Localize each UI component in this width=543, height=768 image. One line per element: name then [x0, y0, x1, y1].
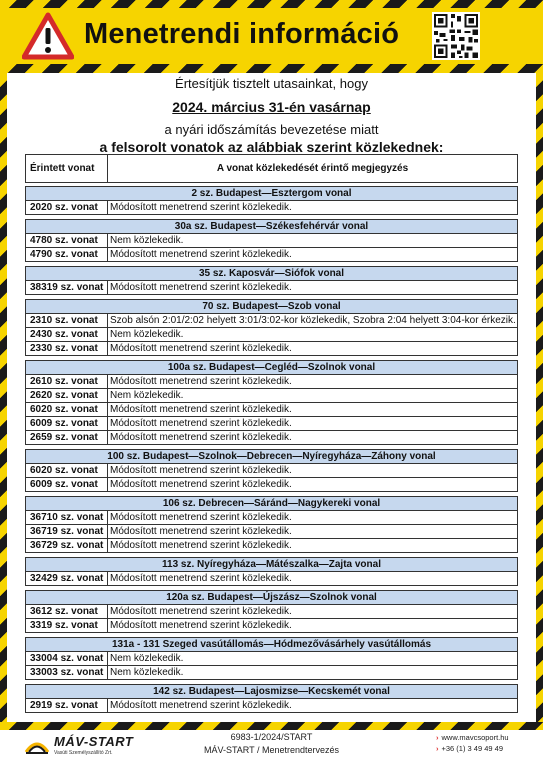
train-note: Nem közlekedik.	[110, 667, 184, 678]
line-section-title: 2 sz. Budapest—Esztergom vonal	[26, 187, 517, 201]
train-number: 32429 sz. vonat	[26, 572, 108, 585]
train-note: Módosított menetrend szerint közlekedik.	[110, 432, 292, 443]
phone-text: +36 (1) 3 49 49 49	[441, 744, 504, 753]
table-row	[26, 201, 517, 214]
line-section-title: 35 sz. Kaposvár—Siófok vonal	[26, 267, 517, 281]
line-section-title: 30a sz. Budapest—Székesfehérvár vonal	[26, 220, 517, 234]
line-section-title: 100 sz. Budapest—Szolnok—Debrecen—Nyíregyháza—Záhony vonal	[26, 450, 517, 464]
train-note: Módosított menetrend szerint közlekedik.	[110, 479, 292, 490]
train-note: Módosított menetrend szerint közlekedik.	[110, 343, 292, 354]
schedule-table	[25, 154, 518, 717]
website-text: www.mavcsoport.hu	[441, 733, 509, 742]
table-row	[26, 511, 517, 525]
table-row	[26, 417, 517, 431]
line-section-title: 142 sz. Budapest—Lajosmizse—Kecskemét vonal	[26, 685, 517, 699]
train-note: Nem közlekedik.	[110, 329, 184, 340]
table-row	[26, 699, 517, 712]
warning-triangle-icon	[22, 12, 74, 60]
table-row	[26, 234, 517, 248]
department: MÁV-START / Menetrendtervezés	[203, 745, 340, 755]
train-note: Módosított menetrend szerint közlekedik.	[110, 700, 292, 711]
line-section	[25, 557, 518, 586]
table-row	[26, 572, 517, 585]
train-number: 2330 sz. vonat	[26, 342, 108, 355]
train-note: Módosított menetrend szerint közlekedik.	[110, 620, 292, 631]
arrow-icon: ›	[436, 733, 439, 742]
table-row	[26, 248, 517, 261]
line-section	[25, 590, 518, 633]
train-number: 4790 sz. vonat	[26, 248, 108, 261]
document-id: 6983-1/2024/START	[230, 732, 313, 742]
table-sections	[25, 186, 518, 713]
table-row	[26, 666, 517, 679]
line-section-title: 120a sz. Budapest—Újszász—Szolnok vonal	[26, 591, 517, 605]
train-note: Módosított menetrend szerint közlekedik.	[110, 573, 292, 584]
train-number: 33003 sz. vonat	[26, 666, 108, 679]
table-row	[26, 342, 517, 355]
line-section	[25, 186, 518, 215]
train-note: Módosított menetrend szerint közlekedik.	[110, 540, 292, 551]
line-section-title: 100a sz. Budapest—Cegléd—Szolnok vonal	[26, 361, 517, 375]
train-note: Módosított menetrend szerint közlekedik.	[110, 465, 292, 476]
column-header-train: Érintett vonat	[26, 155, 108, 182]
line-section	[25, 299, 518, 356]
intro-date: 2024. március 31-én vasárnap	[172, 99, 371, 115]
table-header	[25, 154, 518, 183]
train-note: Módosított menetrend szerint közlekedik.	[110, 512, 292, 523]
train-note: Módosított menetrend szerint közlekedik.	[110, 526, 292, 537]
line-section	[25, 266, 518, 295]
train-note: Nem közlekedik.	[110, 390, 184, 401]
page-title: Menetrendi információ	[84, 18, 400, 50]
table-row	[26, 478, 517, 491]
train-note: Módosított menetrend szerint közlekedik.	[110, 376, 292, 387]
qr-code-icon	[432, 12, 480, 60]
table-row	[26, 652, 517, 666]
train-number: 38319 sz. vonat	[26, 281, 108, 294]
logo-text: MÁV-START	[54, 734, 134, 749]
line-section	[25, 219, 518, 262]
train-number: 2610 sz. vonat	[26, 375, 108, 388]
table-row	[26, 389, 517, 403]
logo-subtitle: Vasúti Személyszállító Zrt.	[54, 750, 113, 756]
table-row	[26, 525, 517, 539]
train-number: 2020 sz. vonat	[26, 201, 108, 214]
website-link[interactable]	[436, 733, 509, 742]
line-section-title: 131a - 131 Szeged vasútállomás—Hódmezővásárhely vasútállomás	[26, 638, 517, 652]
intro-line-3: a nyári időszámítás bevezetése miatt	[164, 122, 379, 137]
train-number: 6009 sz. vonat	[26, 478, 108, 491]
line-section-title: 106 sz. Debrecen—Sáránd—Nagykereki vonal	[26, 497, 517, 511]
train-number: 3319 sz. vonat	[26, 619, 108, 632]
train-number: 36729 sz. vonat	[26, 539, 108, 552]
line-section-title: 113 sz. Nyíregyháza—Mátészalka—Zajta vonal	[26, 558, 517, 572]
train-number: 33004 sz. vonat	[26, 652, 108, 665]
table-row	[26, 328, 517, 342]
train-number: 2659 sz. vonat	[26, 431, 108, 444]
header-banner	[0, 8, 543, 64]
train-note: Módosított menetrend szerint közlekedik.	[110, 202, 292, 213]
table-row	[26, 281, 517, 294]
right-hazard-border	[536, 73, 543, 722]
train-number: 2430 sz. vonat	[26, 328, 108, 341]
train-number: 3612 sz. vonat	[26, 605, 108, 618]
train-note: Nem közlekedik.	[110, 235, 184, 246]
arrow-icon: ›	[436, 744, 439, 753]
intro-notice	[0, 72, 543, 154]
train-note: Módosított menetrend szerint közlekedik.	[110, 282, 292, 293]
train-note: Nem közlekedik.	[110, 653, 184, 664]
table-row	[26, 431, 517, 444]
train-number: 6020 sz. vonat	[26, 403, 108, 416]
train-number: 6009 sz. vonat	[26, 417, 108, 430]
top-hazard-stripe	[0, 0, 543, 8]
line-section	[25, 684, 518, 713]
train-number: 36719 sz. vonat	[26, 525, 108, 538]
train-number: 6020 sz. vonat	[26, 464, 108, 477]
table-row	[26, 314, 517, 328]
table-row	[26, 464, 517, 478]
intro-line-4: a felsorolt vonatok az alábbiak szerint közlekednek:	[99, 139, 444, 155]
line-section	[25, 449, 518, 492]
train-note: Módosított menetrend szerint közlekedik.	[110, 606, 292, 617]
footer	[0, 730, 543, 768]
train-number: 2919 sz. vonat	[26, 699, 108, 712]
intro-line-1: Értesítjük tisztelt utasainkat, hogy	[175, 76, 368, 91]
table-row	[26, 605, 517, 619]
bottom-hazard-stripe	[0, 722, 543, 730]
left-hazard-border	[0, 73, 7, 722]
table-row	[26, 403, 517, 417]
line-section-title: 70 sz. Budapest—Szob vonal	[26, 300, 517, 314]
column-header-note: A vonat közlekedését érintő megjegyzés	[216, 163, 409, 174]
table-row	[26, 375, 517, 389]
train-number: 2310 sz. vonat	[26, 314, 108, 327]
train-note: Módosított menetrend szerint közlekedik.	[110, 418, 292, 429]
train-note: Szob alsón 2:01/2:02 helyett 3:01/3:02-kor közlekedik, Szobra 2:04 helyett 3:04-kor érkezik.	[110, 315, 516, 326]
train-note: Módosított menetrend szerint közlekedik.	[110, 249, 292, 260]
phone-number	[436, 744, 503, 753]
train-number: 2620 sz. vonat	[26, 389, 108, 402]
train-note: Módosított menetrend szerint közlekedik.	[110, 404, 292, 415]
line-section	[25, 637, 518, 680]
line-section	[25, 496, 518, 553]
train-number: 4780 sz. vonat	[26, 234, 108, 247]
train-number: 36710 sz. vonat	[26, 511, 108, 524]
table-row	[26, 539, 517, 552]
table-row	[26, 619, 517, 632]
line-section	[25, 360, 518, 445]
